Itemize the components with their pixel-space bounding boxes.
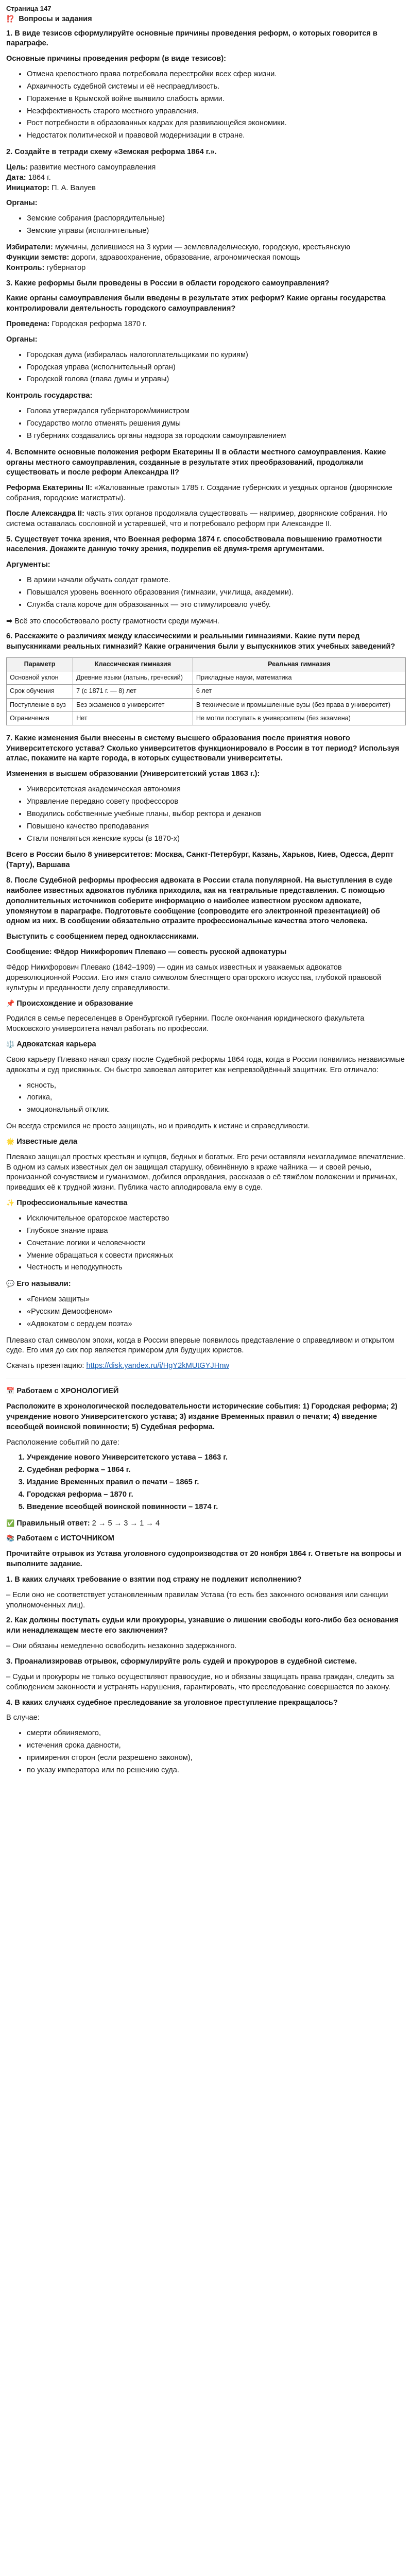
q5-note: ➡ Всё это способствовало росту грамотности среди мужчин. <box>6 617 219 625</box>
value: П. А. Валуев <box>49 183 96 192</box>
value: дороги, здравоохранение, образование, агрономическая помощь <box>69 253 300 262</box>
list-item: • Городская дума (избиралась налогоплательщиками по куриям) <box>27 350 406 361</box>
q3-organs-label: Органы: <box>6 335 38 344</box>
table-cell: Прикладные науки, математика <box>193 671 405 685</box>
list-item: • Честность и неподкупность <box>27 1263 406 1273</box>
list-item: • Городская управа (исполнительный орган) <box>27 363 406 373</box>
heading-text: Происхождение и образование <box>16 999 133 1008</box>
list-item: • истечения срока давности, <box>27 1741 406 1751</box>
label: Реформа Екатерины II: <box>6 484 93 493</box>
value: 2 → 5 → 3 → 1 → 4 <box>90 1519 160 1528</box>
table-cell: Без экзаменов в университет <box>73 698 193 711</box>
scales-icon: ⚖️ <box>6 1040 15 1048</box>
heading-text: Работаем с ХРОНОЛОГИЕЙ <box>16 1387 119 1396</box>
chrono-answer <box>6 1519 406 1529</box>
q3-control <box>6 406 406 442</box>
table-cell: Нет <box>73 711 193 725</box>
q8-quals <box>6 1214 406 1273</box>
heading-text: Работаем с ИСТОЧНИКОМ <box>16 1534 114 1543</box>
list-item: • В губерниях создавались органы надзора за городским самоуправлением <box>27 431 406 442</box>
q8-career: Свою карьеру Плевако начал сразу после Судебной реформы 1864 года, когда в России появились независимые адвокаты и суд присяжных. Он быстро завоевал авторитет как непревзойдённый защитник. Его отличало: <box>6 1055 405 1074</box>
label: Дата: <box>6 173 26 182</box>
q2-title: 2. Создайте в тетради схему «Земская реформа 1864 г.». <box>6 148 217 157</box>
s3-answer: – Судьи и прокуроры не только осуществляют правосудие, но и обязаны защищать права граждан, следить за соблюдением законности и устранять нарушения, гарантировать, что преследование совершается по закону. <box>6 1672 394 1691</box>
chrono-order-label: Расположение событий по дате: <box>6 1438 119 1447</box>
list-item: • Голова утверждался губернатором/министром <box>27 406 406 417</box>
table-cell: Древние языки (латынь, греческий) <box>73 671 193 685</box>
list-item: 5. Введение всеобщей воинской повинности – 1874 г. <box>27 1502 406 1513</box>
list-item: • Исключительное ораторское мастерство <box>27 1214 406 1224</box>
q7-title: 7. Какие изменения были внесены в систему высшего образования после принятия нового Университетского устава? Сколько университетов функционировало в России в тот период? Используя атлас, покажите на карте города, в которых существовали университеты. <box>6 734 400 763</box>
q4-cath <box>6 483 406 504</box>
list-item: • по указу императора или по решению суда. <box>27 1766 406 1776</box>
list-item: • Земские управы (исполнительные) <box>27 226 406 236</box>
table-cell: Не могли поступать в университеты (без экзамена) <box>193 711 405 725</box>
value: развитие местного самоуправления <box>28 163 156 172</box>
quals-heading <box>6 1198 406 1209</box>
q1-title: 1. В виде тезисов сформулируйте основные причины проведения реформ, о которых говорится в параграфе. <box>6 29 377 48</box>
list-item: • Умение обращаться к совести присяжных <box>27 1251 406 1261</box>
list-item: • логика, <box>27 1093 406 1103</box>
list-item: • Служба стала короче для образованных — это стимулировало учёбу. <box>27 600 406 611</box>
q3-control-label: Контроль государства: <box>6 392 93 400</box>
heading-text: Его называли: <box>16 1280 71 1289</box>
table-cell: Поступление в вуз <box>7 698 73 711</box>
q8-career2: Он всегда стремился не просто защищать, но и приводить к истине и справедливости. <box>6 1122 310 1131</box>
table-cell: Срок обучения <box>7 685 73 698</box>
value: губернатор <box>44 263 86 272</box>
list-item: • ясность, <box>27 1081 406 1091</box>
label: Инициатор: <box>6 183 49 192</box>
q8-legacy: Плевако стал символом эпохи, когда в России впервые появилось представление о справедливом и открытом суде. Его имя до сих пор является примером для будущих юристов. <box>6 1336 394 1355</box>
list-item: • Государство могло отменять решения думы <box>27 419 406 429</box>
label: Правильный ответ: <box>16 1519 90 1528</box>
label: Всего в России было 8 университетов: <box>6 851 153 859</box>
s4-list <box>6 1728 406 1775</box>
table-cell: Основной уклон <box>7 671 73 685</box>
q8-topic: Выступить с сообщением перед одноклассниками. <box>6 933 199 941</box>
books-icon: 📚 <box>6 1534 15 1543</box>
list-item: • Глубокое знание права <box>27 1226 406 1236</box>
sources-heading <box>6 1534 406 1544</box>
list-item: • эмоциональный отклик. <box>27 1105 406 1115</box>
label: Контроль: <box>6 263 45 272</box>
chrono-list <box>6 1453 406 1512</box>
list-item: • Неэффективность старого местного управления. <box>27 107 406 117</box>
list-item: • Повышено качество преподавания <box>27 822 406 832</box>
cases-heading <box>6 1137 406 1147</box>
label: Функции земств: <box>6 253 70 262</box>
s2-title: 2. Как должны поступать судьи или прокуроры, узнавшие о лишении свободы кого-либо без основания или ненадлежащем месте его заключения? <box>6 1616 399 1635</box>
q8-intro: Фёдор Никифорович Плевако (1842–1909) — один из самых известных и уважаемых адвокатов дореволюционной России. Его имя стало символом блестящего ораторского искусства, глубокой правовой культуры и преданности делу справедливости. <box>6 963 382 992</box>
s1-title: 1. В каких случаях требование о взятии под стражу не подлежит исполнению? <box>6 1575 302 1584</box>
career-heading <box>6 1040 406 1050</box>
q3-title: 3. Какие реформы были проведены в России в области городского самоуправления? <box>6 279 330 287</box>
q2-organs-label: Органы: <box>6 199 38 208</box>
s4-title: 4. В каких случаях судебное преследование за уголовное преступление прекращалось? <box>6 1698 338 1707</box>
q3-held <box>6 319 406 330</box>
heading-text: Профессиональные качества <box>16 1199 128 1208</box>
q1-subtitle: Основные причины проведения реформ (в виде тезисов): <box>6 55 226 63</box>
table-cell: Ограничения <box>7 711 73 725</box>
presentation-link[interactable]: https://disk.yandex.ru/i/HgY2kMUtGYJHnw <box>86 1362 229 1370</box>
value: мужчины, делившиеся на 3 курии — землевладельческую, городскую, крестьянскую <box>53 243 351 252</box>
q8-title: 8. После Судебной реформы профессия адвоката в России стала популярной. На выступления в суде наиболее известных адвокатов публика приходила, как на театральные представления. С помощью дополнительных источников соберите информацию о наиболее известном русском адвокате, упомянутом в параграфе. Подготовьте сообщение (сопроводите его электронной презентацией) об одном из них. В сообщении обязательно отразите профессиональные качества этого человека. <box>6 876 393 926</box>
list-item: • Поражение в Крымской войне выявило слабость армии. <box>27 94 406 105</box>
list-item: 3. Издание Временных правил о печати – 1865 г. <box>27 1478 406 1488</box>
gymnasium-table <box>6 657 406 725</box>
questions-heading-text: Вопросы и задания <box>19 14 92 23</box>
value: 1864 г. <box>26 173 51 182</box>
check-icon: ✅ <box>6 1519 15 1527</box>
heading-text: Адвокатская карьера <box>16 1040 96 1049</box>
q8-cases: Плевако защищал простых крестьян и купцов, бедных и богатых. Его речи оставляли неизгладимое впечатление. В одном из самых известных дел он защищал старушку, обвинённую в краже чайника — и своей речью, пронизанной сочувствием и гуманизмом, добился оправдания, рассказав о её тяжёлом положении и причинах, приведших её к трудной жизни. Публика часто аплодировала ему в суде. <box>6 1153 405 1192</box>
value: «Жалованные грамоты» 1785 г. Создание губернских и уездных органов (дворянские собрания, городские магистраты). <box>6 484 392 503</box>
download-label: Скачать презентацию: <box>6 1362 84 1370</box>
q7-unis <box>6 850 406 871</box>
q6-title: 6. Расскажите о различиях между классическими и реальными гимназиями. Какие пути перед выпускниками реальных гимназий? Какие ограничения были у выпускников этих учебных заведений? <box>6 632 396 651</box>
q3-sub: Какие органы самоуправления были введены в результате этих реформ? Какие органы государства контролировали деятельность городского самоуправления? <box>6 294 386 313</box>
list-item: • смерти обвиняемого, <box>27 1728 406 1739</box>
list-item: • Вводились собственные учебные планы, выбор ректора и деканов <box>27 809 406 820</box>
list-item: • «Русским Демосфеном» <box>27 1307 406 1317</box>
chrono-task: Расположите в хронологической последовательности исторические события: 1) Городская реформа; 2) учреждение нового Университетского устава; 3) издание Временных правил о печати; 4) введение всеобщей воинской повинности; 5) Судебная реформа. <box>6 1402 398 1431</box>
origin-heading <box>6 999 406 1009</box>
q8-names <box>6 1295 406 1330</box>
q5-args <box>6 575 406 611</box>
value: Москва, Санкт-Петербург, Казань, Харьков, Киев, Одесса, Дерпт (Тарту), Варшава <box>6 851 394 870</box>
label: Цель: <box>6 163 28 172</box>
list-item: 1. Учреждение нового Университетского устава – 1863 г. <box>27 1453 406 1463</box>
q8-traits <box>6 1081 406 1116</box>
q4-after <box>6 509 406 530</box>
value: часть этих органов продолжала существовать — например, дворянские собрания. Но система оставалась сословной и устаревшей, что и потребовало реформ при Александре II. <box>6 509 387 528</box>
label: Проведена: <box>6 320 50 329</box>
s1-answer: – Если оно не соответствует установленным правилам Устава (то есть без законного основания или санкции уполномоченных лиц). <box>6 1590 388 1609</box>
list-item: • Управление передано совету профессоров <box>27 797 406 807</box>
s4-lead: В случае: <box>6 1714 40 1722</box>
q4-title: 4. Вспомните основные положения реформ Екатерины II в области местного самоуправления. Какие органы местного самоуправления, созданные в результате этих преобразований, продолжали существовать и после реформ Александра II? <box>6 448 386 477</box>
list-item: • В армии начали обучать солдат грамоте. <box>27 575 406 586</box>
list-item: • Рост потребности в образованных кадрах для развивающейся экономики. <box>27 118 406 129</box>
q2-goal <box>6 163 406 194</box>
table-header: Классическая гимназия <box>73 658 193 671</box>
label: После Александра II: <box>6 509 84 518</box>
q5-title: 5. Существует точка зрения, что Военная реформа 1874 г. способствовала повышению грамотности населения. Докажите данную точку зрения, подкрепив её двумя-тремя аргументами. <box>6 535 382 554</box>
s2-answer: – Они обязаны немедленно освободить незаконно задержанного. <box>6 1642 237 1651</box>
table-cell: 7 (с 1871 г. — 8) лет <box>73 685 193 698</box>
pin-icon: 📌 <box>6 999 15 1007</box>
list-item: • Повышался уровень военного образования (гимназии, училища, академии). <box>27 588 406 598</box>
list-item: • Стали появляться женские курсы (в 1870-х) <box>27 834 406 844</box>
table-row <box>7 671 406 685</box>
list-item: 4. Городская реформа – 1870 г. <box>27 1490 406 1500</box>
speech-icon: 💬 <box>6 1280 15 1288</box>
list-item: • примирения сторон (если разрешено законом), <box>27 1753 406 1764</box>
names-heading <box>6 1279 406 1290</box>
table-cell: В технические и промышленные вузы (без права в университет) <box>193 698 405 711</box>
q2-organs <box>6 214 406 236</box>
q1-list <box>6 70 406 141</box>
sparkle-icon: ✨ <box>6 1199 15 1207</box>
list-item: • Недостаток политической и правовой модернизации в стране. <box>27 131 406 141</box>
list-item: • Городской голова (глава думы и управы) <box>27 375 406 385</box>
q7-changes-label: Изменения в высшем образовании (Университетский устав 1863 г.): <box>6 770 260 778</box>
s3-title: 3. Проанализировав отрывок, сформулируйте роль судей и прокуроров в судебной системе. <box>6 1657 357 1666</box>
q8-download <box>6 1361 406 1371</box>
q8-origin: Родился в семье переселенцев в Оренбургской губернии. После окончания юридического факультета Московского университета начал работать по профессии. <box>6 1014 365 1033</box>
heading-text: Известные дела <box>16 1137 78 1146</box>
q2-details <box>6 243 406 274</box>
list-item: • Сочетание логики и человечности <box>27 1239 406 1249</box>
chrono-heading <box>6 1386 406 1397</box>
table-header: Параметр <box>7 658 73 671</box>
calendar-icon: 📅 <box>6 1387 15 1395</box>
page-title: Страница 147 <box>6 5 52 12</box>
q7-changes <box>6 785 406 844</box>
table-row <box>7 698 406 711</box>
table-row <box>7 711 406 725</box>
q5-args-label: Аргументы: <box>6 561 50 569</box>
list-item: • «Гением защиты» <box>27 1295 406 1305</box>
list-item: • Отмена крепостного права потребовала перестройки всех сфер жизни. <box>27 70 406 80</box>
table-header-row <box>7 658 406 671</box>
list-item: • Университетская академическая автономия <box>27 785 406 795</box>
list-item: • «Адвокатом с сердцем поэта» <box>27 1319 406 1330</box>
table-cell: 6 лет <box>193 685 405 698</box>
list-item: • Земские собрания (распорядительные) <box>27 214 406 224</box>
questions-heading <box>6 14 406 25</box>
label: Избиратели: <box>6 243 53 252</box>
star-icon: 🌟 <box>6 1137 15 1145</box>
q3-organs <box>6 350 406 385</box>
table-header: Реальная гимназия <box>193 658 405 671</box>
list-item: 2. Судебная реформа – 1864 г. <box>27 1465 406 1476</box>
sources-task: Прочитайте отрывок из Устава уголовного судопроизводства от 20 ноября 1864 г. Ответьте на вопросы и выполните задание. <box>6 1550 402 1569</box>
question-mark-icon: ⁉️ <box>6 14 15 23</box>
table-row <box>7 685 406 698</box>
value: Городская реформа 1870 г. <box>49 320 147 329</box>
q8-message-label: Сообщение: Фёдор Никифорович Плевако — совесть русской адвокатуры <box>6 948 287 957</box>
list-item: • Архаичность судебной системы и её неспраедливость. <box>27 82 406 92</box>
